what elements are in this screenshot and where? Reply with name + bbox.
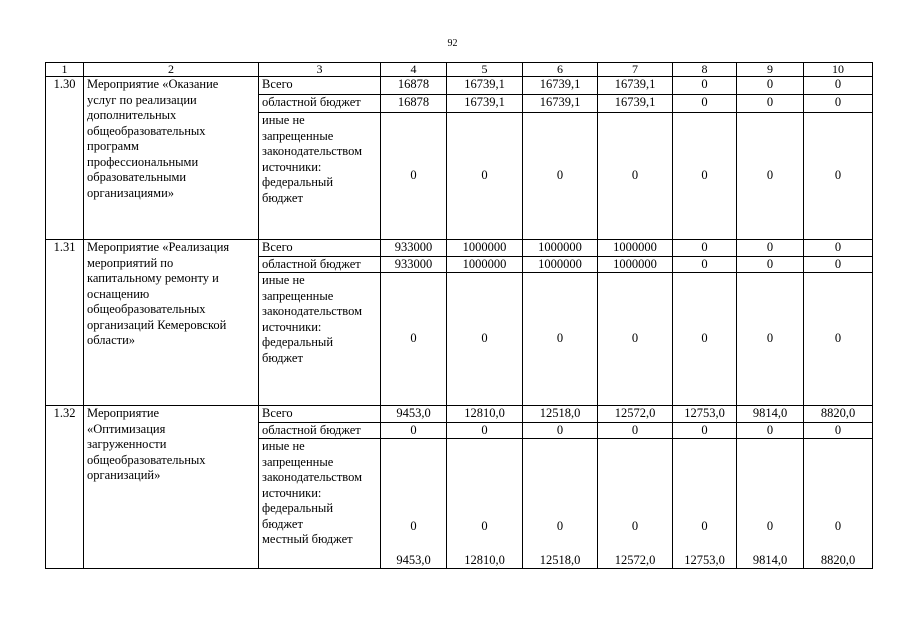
value-cell: 0 bbox=[766, 519, 774, 533]
value-cell-pair bbox=[804, 439, 873, 569]
value-cell: 0 bbox=[673, 256, 737, 273]
value-cell: 12572,0 bbox=[614, 552, 656, 567]
value-cell: 0 bbox=[598, 273, 673, 406]
value-cell: 12753,0 bbox=[684, 552, 725, 567]
value-cell: 16739,1 bbox=[523, 95, 598, 113]
value-cell: 1000000 bbox=[523, 240, 598, 257]
value-cell: 0 bbox=[410, 519, 417, 533]
value-cell: 0 bbox=[523, 422, 598, 439]
value-cell: 0 bbox=[381, 422, 447, 439]
value-cell: 0 bbox=[673, 95, 737, 113]
source-label: Всего bbox=[259, 406, 381, 423]
value-cell: 16739,1 bbox=[598, 77, 673, 95]
value-cell-pair bbox=[598, 439, 673, 569]
column-number: 4 bbox=[381, 63, 447, 77]
value-cell: 0 bbox=[804, 273, 873, 406]
value-cell: 8820,0 bbox=[820, 552, 856, 567]
value-cell: 0 bbox=[737, 95, 804, 113]
value-cell: 0 bbox=[737, 240, 804, 257]
measure-title: Мероприятие «Оказание услуг по реализации дополнительных общеобразовательных программ профессиональными образовательными организациями» bbox=[84, 77, 259, 240]
value-cell: 0 bbox=[804, 77, 873, 95]
value-cell: 0 bbox=[804, 256, 873, 273]
source-label: Всего bbox=[259, 77, 381, 95]
source-label: областной бюджет bbox=[259, 422, 381, 439]
value-cell: 12753,0 bbox=[673, 406, 737, 423]
column-number: 10 bbox=[804, 63, 873, 77]
source-label: иные не запрещенные законодательством источники: федеральный бюджет bbox=[262, 439, 363, 531]
value-cell: 0 bbox=[804, 95, 873, 113]
value-cell: 12810,0 bbox=[447, 406, 523, 423]
value-cell: 0 bbox=[447, 273, 523, 406]
measure-title: Мероприятие «Оптимизация загруженности общеобразовательных организаций» bbox=[84, 406, 259, 569]
value-cell: 1000000 bbox=[447, 256, 523, 273]
value-cell: 0 bbox=[381, 113, 447, 240]
value-cell: 0 bbox=[523, 113, 598, 240]
column-number: 6 bbox=[523, 63, 598, 77]
measure-title: Мероприятие «Реализация мероприятий по капитальному ремонту и оснащению общеобразовательных организаций Кемеровской области» bbox=[84, 240, 259, 406]
table-row bbox=[46, 77, 873, 95]
value-cell: 16739,1 bbox=[447, 95, 523, 113]
value-cell: 9453,0 bbox=[396, 552, 431, 567]
value-cell: 12572,0 bbox=[598, 406, 673, 423]
value-cell: 0 bbox=[598, 422, 673, 439]
value-cell: 0 bbox=[481, 519, 488, 533]
value-cell-pair bbox=[737, 439, 804, 569]
value-cell: 16739,1 bbox=[523, 77, 598, 95]
value-cell: 0 bbox=[523, 273, 598, 406]
value-cell: 9453,0 bbox=[381, 406, 447, 423]
value-cell-pair bbox=[523, 439, 598, 569]
value-cell: 0 bbox=[804, 113, 873, 240]
value-cell: 9814,0 bbox=[737, 406, 804, 423]
row-number: 1.30 bbox=[46, 77, 84, 240]
value-cell-pair bbox=[381, 439, 447, 569]
source-label: Всего bbox=[259, 240, 381, 257]
value-cell: 12518,0 bbox=[539, 552, 581, 567]
value-cell: 0 bbox=[737, 77, 804, 95]
value-cell: 0 bbox=[737, 273, 804, 406]
value-cell: 0 bbox=[631, 519, 639, 533]
value-cell-pair bbox=[673, 439, 737, 569]
value-cell: 1000000 bbox=[598, 256, 673, 273]
column-numbers-row bbox=[46, 63, 873, 77]
value-cell: 1000000 bbox=[523, 256, 598, 273]
column-number: 1 bbox=[46, 63, 84, 77]
column-number: 8 bbox=[673, 63, 737, 77]
column-number: 3 bbox=[259, 63, 381, 77]
table-row bbox=[46, 240, 873, 257]
source-label: местный бюджет bbox=[262, 532, 353, 546]
value-cell: 8820,0 bbox=[804, 406, 873, 423]
value-cell: 1000000 bbox=[598, 240, 673, 257]
value-cell: 0 bbox=[701, 519, 708, 533]
value-cell: 0 bbox=[673, 273, 737, 406]
value-cell: 12810,0 bbox=[464, 552, 505, 567]
value-cell: 0 bbox=[673, 240, 737, 257]
value-cell: 16878 bbox=[381, 95, 447, 113]
column-number: 7 bbox=[598, 63, 673, 77]
value-cell: 0 bbox=[737, 113, 804, 240]
source-label: областной бюджет bbox=[259, 256, 381, 273]
value-cell: 0 bbox=[737, 422, 804, 439]
value-cell: 16739,1 bbox=[447, 77, 523, 95]
page-number: 92 bbox=[447, 38, 458, 49]
value-cell: 12518,0 bbox=[523, 406, 598, 423]
value-cell: 16878 bbox=[381, 77, 447, 95]
value-cell: 933000 bbox=[381, 256, 447, 273]
value-cell: 1000000 bbox=[447, 240, 523, 257]
value-cell: 0 bbox=[556, 519, 564, 533]
column-number: 2 bbox=[84, 63, 259, 77]
source-label-block bbox=[259, 439, 381, 569]
value-cell: 0 bbox=[804, 422, 873, 439]
value-cell: 0 bbox=[673, 113, 737, 240]
row-number: 1.32 bbox=[46, 406, 84, 569]
column-number: 5 bbox=[447, 63, 523, 77]
value-cell: 933000 bbox=[381, 240, 447, 257]
value-cell: 0 bbox=[598, 113, 673, 240]
value-cell: 0 bbox=[804, 240, 873, 257]
value-cell: 0 bbox=[834, 519, 842, 533]
value-cell: 0 bbox=[673, 77, 737, 95]
value-cell: 0 bbox=[447, 113, 523, 240]
table-row bbox=[46, 406, 873, 423]
value-cell: 16739,1 bbox=[598, 95, 673, 113]
source-label: иные не запрещенные законодательством источники: федеральный бюджет bbox=[259, 113, 381, 240]
source-label: областной бюджет bbox=[259, 95, 381, 113]
value-cell: 0 bbox=[737, 256, 804, 273]
row-number: 1.31 bbox=[46, 240, 84, 406]
value-cell: 9814,0 bbox=[752, 552, 788, 567]
column-number: 9 bbox=[737, 63, 804, 77]
value-cell: 0 bbox=[381, 273, 447, 406]
value-cell-pair bbox=[447, 439, 523, 569]
source-label: иные не запрещенные законодательством источники: федеральный бюджет bbox=[259, 273, 381, 406]
budget-table bbox=[45, 62, 873, 569]
value-cell: 0 bbox=[673, 422, 737, 439]
value-cell: 0 bbox=[447, 422, 523, 439]
